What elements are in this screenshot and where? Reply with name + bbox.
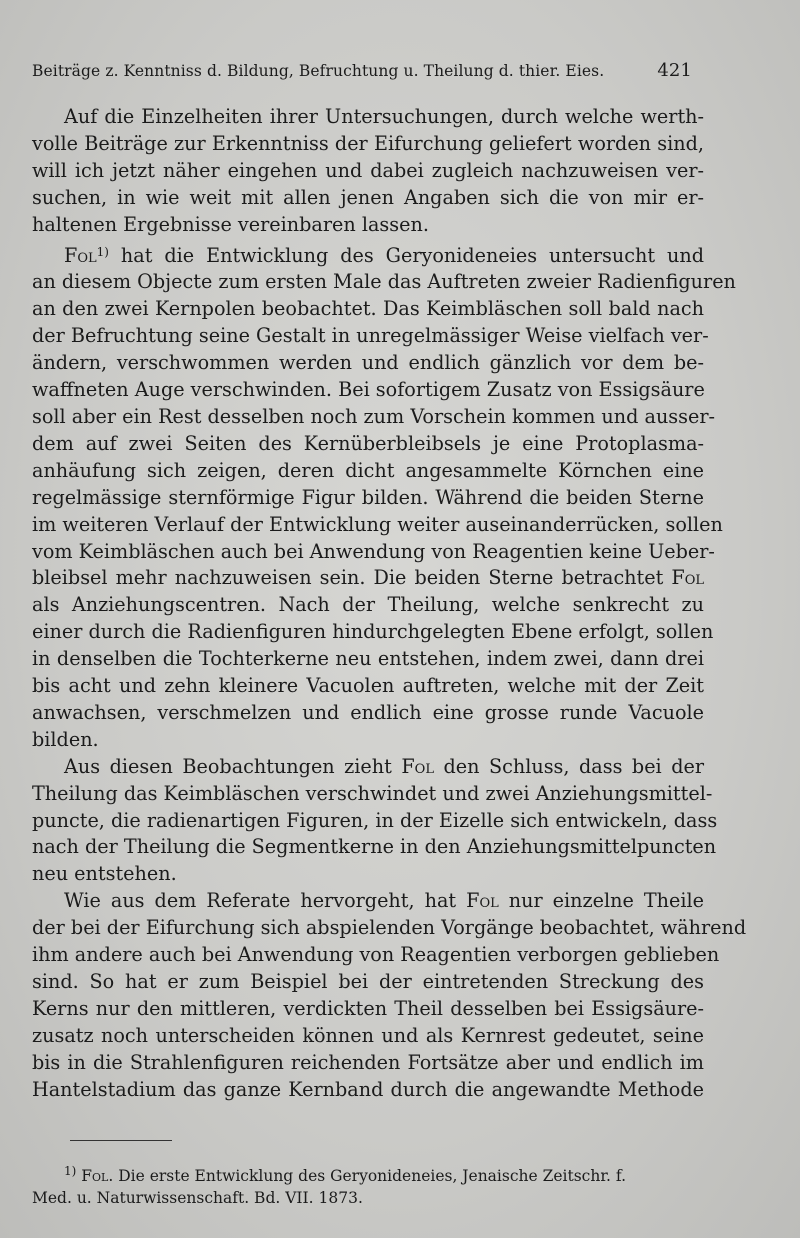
text-line: bilden.: [32, 727, 99, 751]
footnote-citation: Die erste Entwicklung des Geryonideneies, Jenaische Zeitschr. f.: [113, 1167, 627, 1185]
footnote-line: Med. u. Naturwissenschaft. Bd. VII. 1873.: [32, 1189, 363, 1207]
text-line: [32, 565, 704, 592]
footnote-author: Fol.: [81, 1167, 114, 1185]
text-line: zusatz noch unterscheiden können und als Kernrest gedeutet, seine: [32, 1023, 704, 1047]
text-line: waffneten Auge verschwinden. Bei sofortigem Zusatz von Essigsäure: [32, 378, 705, 402]
author-name: Fol: [671, 566, 704, 590]
text-line: bis in die Strahlenfiguren reichenden Fortsätze aber und endlich im: [32, 1050, 704, 1074]
text-line: regelmässige sternförmige Figur bilden. Während die beiden Sterne: [32, 485, 704, 509]
running-head-title: Beiträge z. Kenntniss d. Bildung, Befruchtung u. Theilung d. thier. Eies.: [32, 62, 605, 80]
text-line: nach der Theilung die Segmentkerne in den Anziehungsmittelpuncten: [32, 835, 717, 859]
author-name: Fol: [401, 754, 434, 778]
page-number: 421: [657, 60, 692, 81]
text-line: Theilung das Keimbläschen verschwindet und zwei Anziehungsmittel-: [32, 781, 713, 805]
paragraph-1: [32, 104, 704, 239]
text-line: an diesem Objecte zum ersten Male das Auftreten zweier Radienfiguren: [32, 270, 736, 294]
text-line: Kerns nur den mittleren, verdickten Theil desselben bei Essigsäure-: [32, 996, 704, 1020]
text-line: in denselben die Tochterkerne neu entstehen, indem zwei, dann drei: [32, 647, 704, 671]
text-fragment: den Schluss, dass bei der: [433, 754, 705, 778]
text-line: anwachsen, verschmelzen und endlich eine grosse runde Vacuole: [32, 700, 704, 724]
body-text: [32, 104, 747, 1104]
text-line: haltenen Ergebnisse vereinbaren lassen.: [32, 212, 429, 236]
text-line: [32, 239, 704, 270]
text-fragment: Wie aus dem Referate hervorgeht, hat: [64, 889, 467, 913]
author-name: Fol: [466, 889, 499, 913]
text-line: [32, 754, 704, 781]
text-line: vom Keimbläschen auch bei Anwendung von Reagentien keine Ueber-: [32, 539, 715, 563]
text-line: bis acht und zehn kleinere Vacuolen auftreten, welche mit der Zeit: [32, 674, 704, 698]
text-fragment: bleibsel mehr nachzuweisen sein. Die beiden Sterne betrachtet: [32, 566, 672, 590]
text-line: Auf die Einzelheiten ihrer Untersuchungen, durch welche werth-: [64, 105, 704, 128]
text-line: will ich jetzt näher eingehen und dabei zugleich nachzuweisen ver-: [32, 158, 704, 182]
text-line: neu entstehen.: [32, 862, 177, 886]
text-line: der bei der Eifurchung sich abspielenden Vorgänge beobachtet, während: [32, 916, 747, 940]
text-line: der Befruchtung seine Gestalt in unregelmässiger Weise vielfach ver-: [32, 324, 709, 348]
text-line: ändern, verschwommen werden und endlich gänzlich vor dem be-: [32, 351, 704, 375]
text-line: einer durch die Radienfiguren hindurchgelegten Ebene erfolgt, sollen: [32, 620, 714, 644]
author-name: Fol: [64, 243, 97, 267]
footnote-separator: [70, 1140, 172, 1141]
paragraph-2: [32, 239, 736, 754]
text-line: sind. So hat er zum Beispiel bei der eintretenden Streckung des: [32, 970, 704, 993]
text-line: ihm andere auch bei Anwendung von Reagentien verborgen geblieben: [32, 943, 720, 967]
footnote-reference: 1): [96, 244, 109, 259]
text-line: volle Beiträge zur Erkenntniss der Eifurchung geliefert worden sind,: [32, 131, 704, 155]
paragraph-4: [32, 888, 747, 1103]
text-line: Hantelstadium das ganze Kernband durch die angewandte Methode: [32, 1077, 704, 1101]
footnote: [32, 1160, 704, 1209]
text-line: soll aber ein Rest desselben noch zum Vorschein kommen und ausser-: [32, 404, 716, 428]
text-line: im weiteren Verlauf der Entwicklung weiter auseinanderrücken, sollen: [32, 512, 723, 536]
text-line: dem auf zwei Seiten des Kernüberbleibsels je eine Protoplasma-: [32, 431, 704, 455]
text-fragment: Aus diesen Beobachtungen zieht: [64, 754, 402, 778]
text-line: [32, 888, 704, 915]
running-head: [32, 60, 692, 81]
text-line: anhäufung sich zeigen, deren dicht angesammelte Körnchen eine: [32, 458, 704, 482]
paragraph-3: [32, 754, 718, 889]
text-fragment: nur einzelne Theile: [498, 889, 704, 913]
text-line: suchen, in wie weit mit allen jenen Angaben sich die von mir er-: [32, 185, 704, 209]
text-line: als Anziehungscentren. Nach der Theilung, welche senkrecht zu: [32, 593, 704, 617]
footnote-mark: 1): [64, 1164, 77, 1178]
text-fragment: hat die Entwicklung des Geryonideneies untersucht und: [108, 243, 704, 267]
text-line: puncte, die radienartigen Figuren, in der Eizelle sich entwickeln, dass: [32, 808, 718, 832]
footnote-line: [32, 1160, 704, 1187]
text-line: an den zwei Kernpolen beobachtet. Das Keimbläschen soll bald nach: [32, 297, 704, 321]
